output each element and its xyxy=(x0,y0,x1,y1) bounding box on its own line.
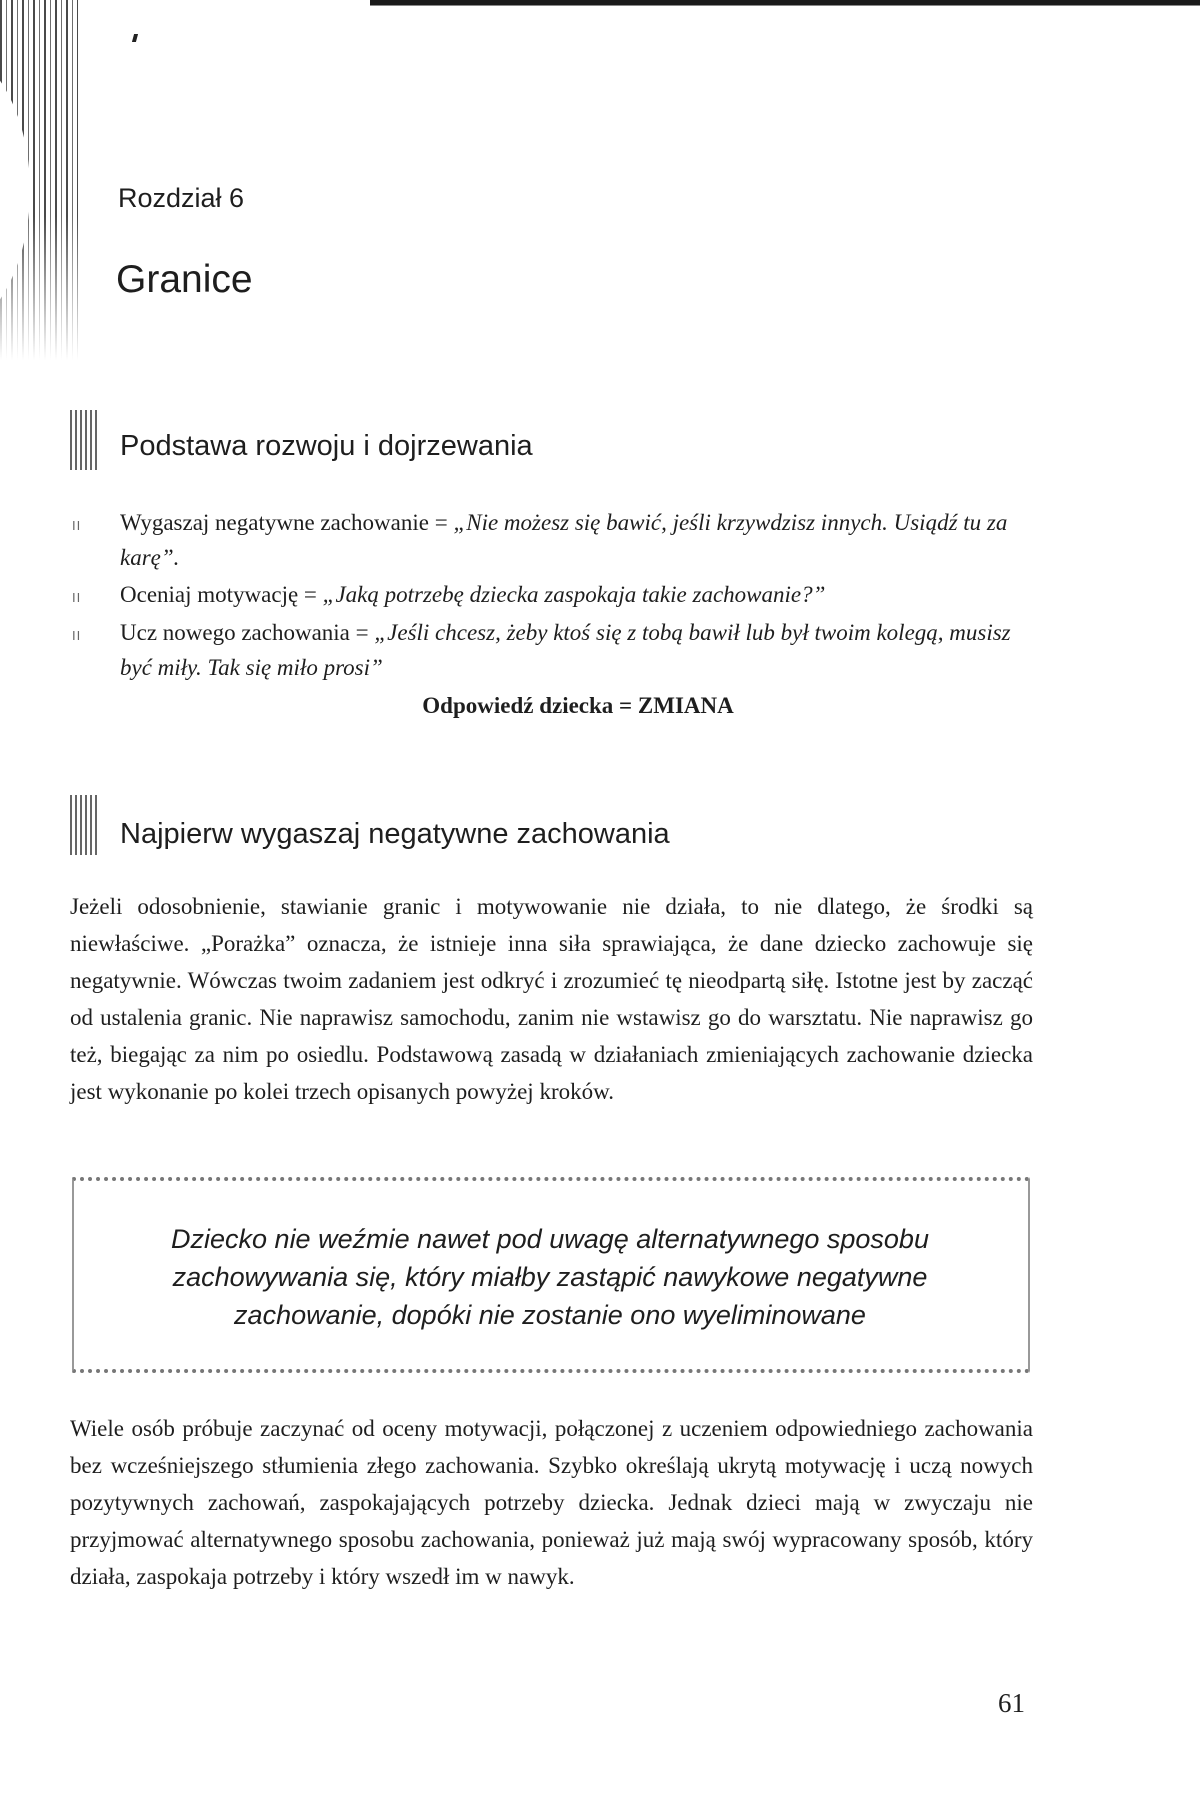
section-title-foundation: Podstawa rozwoju i dojrzewania xyxy=(120,430,533,462)
binding-fade xyxy=(0,0,90,360)
bullet-quote: „Jaką potrzebę dziecka zaspokaja takie zachowanie?” xyxy=(322,582,826,607)
bullet-item xyxy=(120,615,1036,685)
section-title-extinguish: Najpierw wygaszaj negatywne zachowania xyxy=(120,818,670,850)
bullet-lead: Wygaszaj negatywne zachowanie = xyxy=(120,510,454,535)
bullet-marker: II xyxy=(72,628,82,643)
bullet-quote: „Jeśli chcesz, żeby ktoś się z tobą bawił lub był twoim kolegą, musisz być miły. Tak się miło prosi” xyxy=(120,620,1011,680)
child-response: Odpowiedź dziecka = ZMIANA xyxy=(422,693,734,718)
body-paragraph: Wiele osób próbuje zaczynać od oceny motywacji, połączonej z uczeniem odpowiedniego zachowania bez wcześniejszego stłumienia złego zachowania. Szybko określają ukrytą motywację i uczą nowych pozytywnych zachowań, zaspokajających potrzeby dziecka. Jednak dzieci mają w zwyczaju nie przyjmować alternatywnego sposobu zachowania, ponieważ już mają swój wypracowany sposób, który działa, zaspokaja potrzeby i który wszedł im w nawyk. xyxy=(70,1416,1033,1589)
bullet-marker: II xyxy=(72,590,82,605)
bullet-lead: Ucz nowego zachowania = xyxy=(120,620,375,645)
bullet-lead: Oceniaj motywację = xyxy=(120,582,323,607)
chapter-label: Rozdział 6 xyxy=(118,183,245,213)
section-bars-icon xyxy=(70,795,98,855)
bullet-item xyxy=(120,577,1036,612)
bullet-marker: II xyxy=(72,518,82,533)
pull-quote: Dziecko nie weźmie nawet pod uwagę alternatywnego sposobu zachowywania się, który miałby zastąpić nawykowe negatywne zachowanie, dopóki nie zostanie ono wyeliminowane xyxy=(171,1224,929,1330)
bullet-quote: „Nie możesz się bawić, jeśli krzywdzisz innych. Usiądź tu za karę”. xyxy=(120,510,1008,570)
bullet-item xyxy=(120,505,1036,575)
top-rule-shadow xyxy=(370,5,1200,6)
page-number: 61 xyxy=(998,1688,1025,1718)
scan-mark xyxy=(132,34,138,42)
section-bars-icon xyxy=(70,410,98,470)
chapter-title: Granice xyxy=(116,258,253,301)
body-paragraph: Jeżeli odosobnienie, stawianie granic i motywowanie nie działa, to nie dlatego, że środki są niewłaściwe. „Porażka” oznacza, że istnieje inna siła sprawiająca, że dane dziecko zachowuje się negatywnie. Wówczas twoim zadaniem jest odkryć i zrozumieć tę nieodpartą siłę. Istotne jest by zacząć od ustalenia granic. Nie naprawisz samochodu, zanim nie wstawisz go do warsztatu. Nie naprawisz go też, biegając za nim po osiedlu. Podstawową zasadą w działaniach zmieniających zachowanie dziecka jest wykonanie po kolei trzech opisanych powyżej kroków. xyxy=(70,894,1033,1104)
